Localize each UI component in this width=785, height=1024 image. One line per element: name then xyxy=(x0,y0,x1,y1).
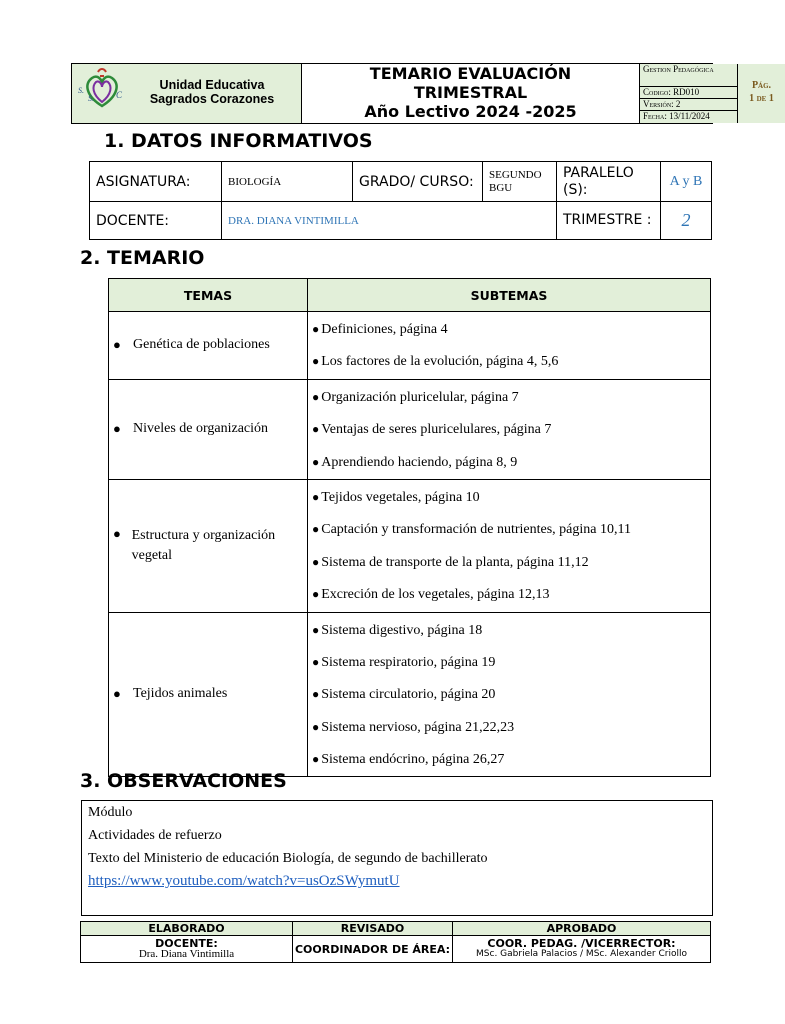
obs-line-modulo: Módulo xyxy=(88,805,133,820)
list-item xyxy=(312,381,709,413)
list-item xyxy=(312,614,709,646)
tema-cell xyxy=(109,312,308,380)
document-header xyxy=(71,63,774,124)
temario-table xyxy=(108,278,711,777)
list-item xyxy=(312,546,709,578)
tema-text: Estructura y organización vegetal xyxy=(131,527,276,563)
meta-codigo: Codigo: RD010 xyxy=(640,87,737,99)
table-row xyxy=(109,379,711,479)
subtema-text: Sistema de transporte de la planta, página 11,12 xyxy=(321,554,589,570)
subtema-text: Aprendiendo haciendo, página 8, 9 xyxy=(321,454,518,470)
subtema-text: Sistema respiratorio, página 19 xyxy=(321,654,496,670)
doc-title-line3: Año Lectivo 2024 -2025 xyxy=(364,102,577,121)
subtema-text: Excreción de los vegetales, página 12,13 xyxy=(321,587,550,603)
grado-value: SEGUNDO BGU xyxy=(483,162,557,202)
bullet-icon: ● xyxy=(312,587,320,602)
obs-line-texto: Texto del Ministerio de educación Biología, de segundo de bachillerato xyxy=(88,851,488,866)
docente-value: DRA. DIANA VINTIMILLA xyxy=(222,202,557,240)
subtemas-cell xyxy=(308,479,711,612)
page-value: 1 de 1 xyxy=(749,93,774,104)
youtube-link[interactable]: https://www.youtube.com/watch?v=usOzSWymutU xyxy=(88,873,400,889)
logo-lettering-2: S. xyxy=(88,94,94,103)
list-item xyxy=(312,711,709,743)
doc-title-line2: TRIMESTRAL xyxy=(413,83,528,102)
tema-text: Tejidos animales xyxy=(133,686,228,702)
school-name: Unidad Educativa Sagrados Corazones xyxy=(149,78,275,106)
docente-sign-name: Dra. Diana Vintimilla xyxy=(138,948,235,960)
col-subtemas-header: SUBTEMAS xyxy=(308,279,711,312)
bullet-icon: ● xyxy=(113,686,121,702)
bullet-icon: ● xyxy=(312,554,320,569)
bullet-icon: ● xyxy=(113,337,121,353)
bullet-icon: ● xyxy=(113,525,121,541)
section-observaciones-heading: 3. OBSERVACIONES xyxy=(80,770,287,792)
section-temario-heading: 2. TEMARIO xyxy=(80,247,205,269)
subtema-text: Los factores de la evolución, página 4, 5,6 xyxy=(321,354,559,370)
subtema-text: Ventajas de seres pluricelulares, página 7 xyxy=(321,422,552,438)
logo-lettering-3: C xyxy=(116,90,123,100)
school-logo xyxy=(76,66,128,122)
meta-version: Versión: 2 xyxy=(640,99,737,111)
bullet-icon: ● xyxy=(312,354,320,369)
revisado-header: REVISADO xyxy=(293,922,453,936)
elaborado-header: ELABORADO xyxy=(81,922,293,936)
table-row xyxy=(109,479,711,612)
paralelo-label: PARALELO (S): xyxy=(557,162,661,202)
subtemas-cell xyxy=(308,612,711,777)
tema-cell xyxy=(109,379,308,479)
paralelo-value: A y B xyxy=(661,162,712,202)
list-item xyxy=(312,446,709,478)
aprobado-cell xyxy=(453,936,711,963)
bullet-icon: ● xyxy=(312,522,320,537)
subtemas-cell xyxy=(308,379,711,479)
bullet-icon: ● xyxy=(312,654,320,669)
signature-table xyxy=(80,921,711,963)
trimestre-label: TRIMESTRE : xyxy=(557,202,661,240)
asignatura-label: ASIGNATURA: xyxy=(90,162,222,202)
docente-label: DOCENTE: xyxy=(90,202,222,240)
docente-sign-label: DOCENTE: xyxy=(155,937,218,950)
bullet-icon: ● xyxy=(312,719,320,734)
asignatura-value: BIOLOGÍA xyxy=(222,162,353,202)
observaciones-box xyxy=(81,800,713,916)
bullet-icon: ● xyxy=(312,622,320,637)
bullet-icon: ● xyxy=(312,752,320,767)
meta-gestion: Gestion Pedagógica xyxy=(640,64,737,87)
grado-label: GRADO/ CURSO: xyxy=(353,162,483,202)
subtema-text: Organización pluricelular, página 7 xyxy=(321,389,519,405)
datos-table xyxy=(89,161,712,240)
subtema-text: Sistema circulatorio, página 20 xyxy=(321,687,496,703)
trimestre-value: 2 xyxy=(661,202,712,240)
tema-cell xyxy=(109,612,308,777)
school-cell xyxy=(72,64,302,123)
subtema-text: Captación y transformación de nutrientes, página 10,11 xyxy=(321,522,631,538)
list-item xyxy=(312,481,709,513)
bullet-icon: ● xyxy=(312,687,320,702)
bullet-icon: ● xyxy=(312,489,320,504)
meta-fecha: Fecha: 13/11/2024 xyxy=(643,111,710,121)
list-item xyxy=(312,578,709,610)
list-item xyxy=(312,345,709,377)
meta-cell xyxy=(640,64,738,123)
section-datos-heading: 1. DATOS INFORMATIVOS xyxy=(104,130,373,152)
aprobado-header: APROBADO xyxy=(453,922,711,936)
col-temas-header: TEMAS xyxy=(109,279,308,312)
subtemas-cell xyxy=(308,312,711,380)
bullet-icon: ● xyxy=(312,454,320,469)
table-row xyxy=(109,312,711,380)
bullet-icon: ● xyxy=(312,322,320,336)
page-cell xyxy=(738,64,785,123)
subtema-text: Definiciones, página 4 xyxy=(321,322,448,337)
bullet-icon: ● xyxy=(113,421,121,437)
doc-title-line1: TEMARIO EVALUACIÓN xyxy=(369,64,572,83)
aprobado-names: MSc. Gabriela Palacios / MSc. Alexander Criollo xyxy=(476,949,687,959)
coor-pedag-label: COOR. PEDAG. /VICERRECTOR: xyxy=(487,937,676,950)
list-item xyxy=(312,513,709,545)
subtema-text: Sistema digestivo, página 18 xyxy=(321,622,483,638)
list-item xyxy=(312,743,709,775)
bullet-icon: ● xyxy=(312,389,320,404)
tema-text: Niveles de organización xyxy=(133,421,269,437)
list-item xyxy=(312,646,709,678)
subtema-text: Tejidos vegetales, página 10 xyxy=(321,489,480,505)
coordinador-label: COORDINADOR DE ÁREA: xyxy=(293,936,453,963)
list-item xyxy=(312,313,709,345)
subtema-text: Sistema nervioso, página 21,22,23 xyxy=(321,719,515,735)
list-item xyxy=(312,678,709,710)
table-row xyxy=(109,612,711,777)
tema-cell xyxy=(109,479,308,612)
bullet-icon: ● xyxy=(312,422,320,437)
title-cell xyxy=(302,64,640,123)
page-number xyxy=(738,79,785,105)
logo-lettering: S. xyxy=(78,86,84,95)
page-label: Pág. xyxy=(751,80,772,91)
list-item xyxy=(312,413,709,445)
obs-line-actividades: Actividades de refuerzo xyxy=(88,828,222,843)
subtema-text: Sistema endócrino, página 26,27 xyxy=(321,752,505,768)
elaborado-cell xyxy=(81,936,293,963)
tema-text: Genética de poblaciones xyxy=(133,337,270,353)
